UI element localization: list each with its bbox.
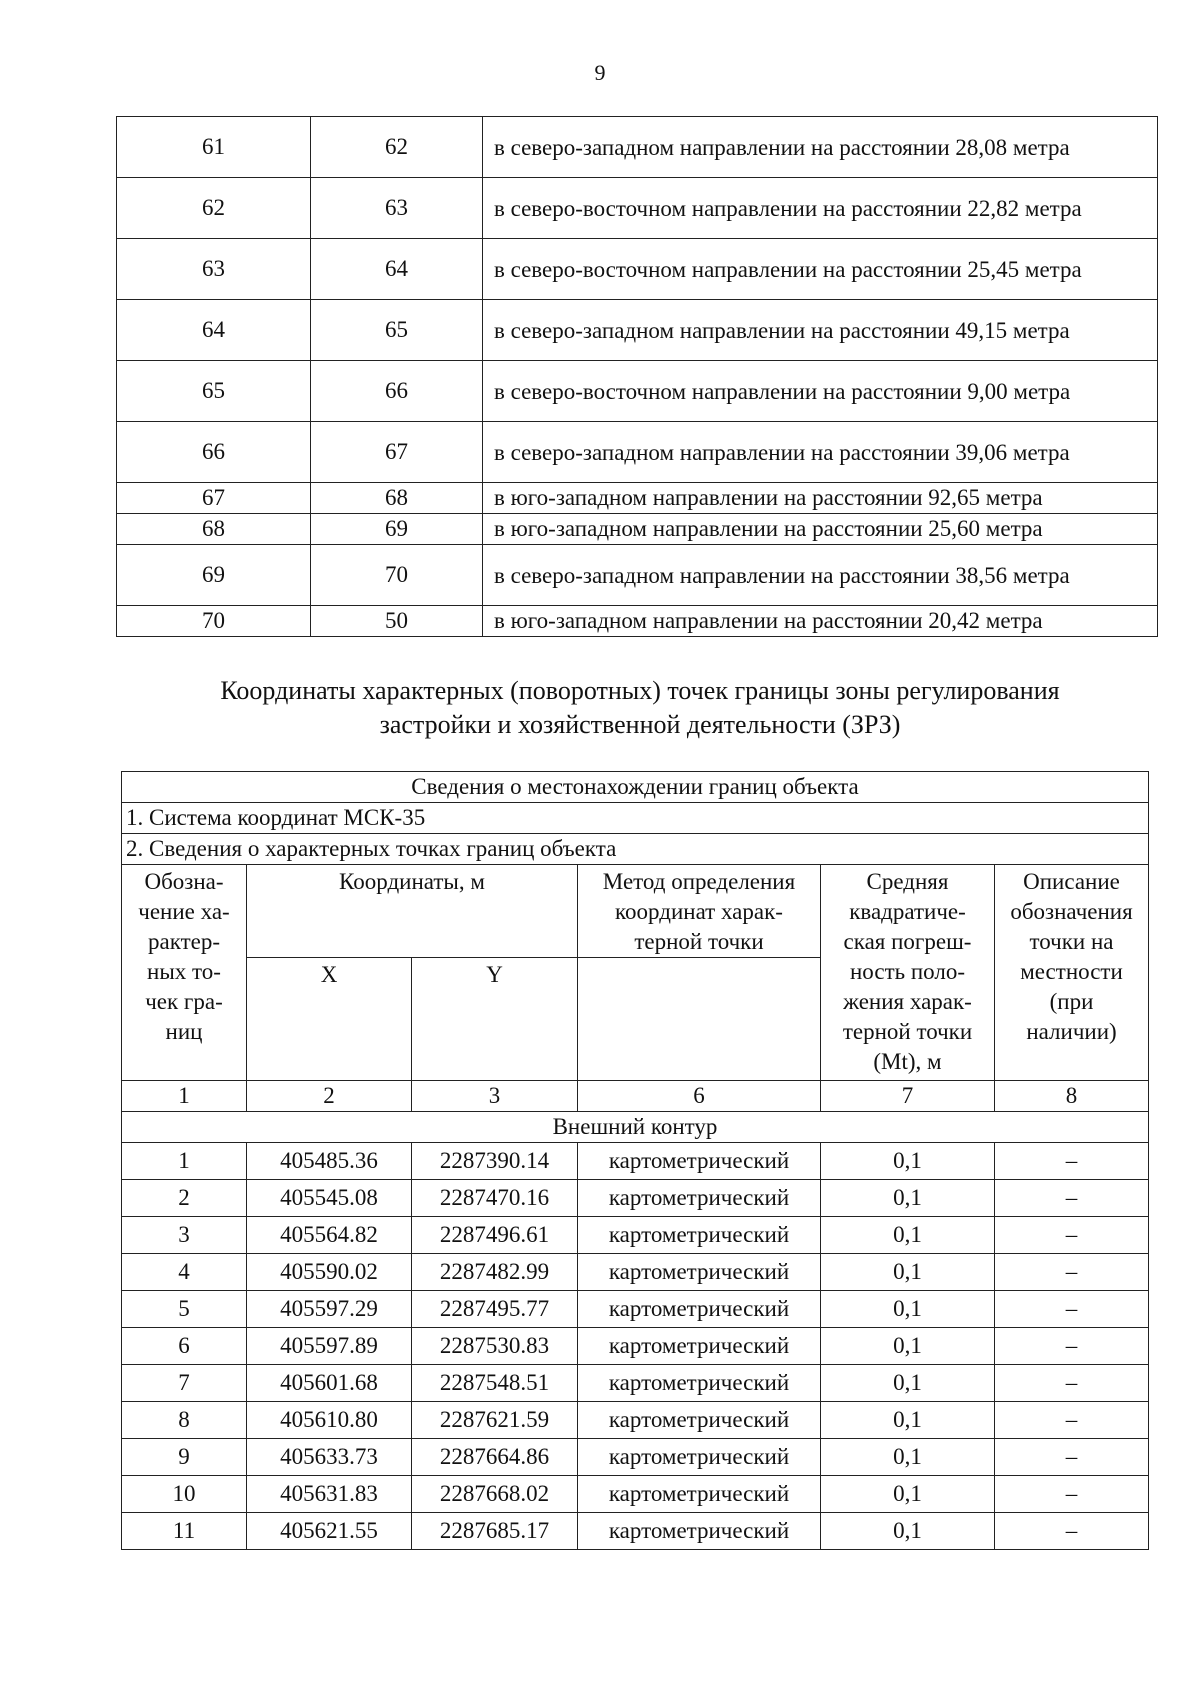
table-row	[122, 1180, 1149, 1217]
point-number: 4	[122, 1254, 247, 1291]
table-row	[117, 361, 1158, 422]
table-row	[117, 117, 1158, 178]
coordinate-x: 405601.68	[247, 1365, 412, 1402]
point-description: –	[995, 1513, 1149, 1550]
table-row	[117, 514, 1158, 545]
column-number: 3	[412, 1081, 578, 1112]
method: картометрический	[578, 1217, 821, 1254]
coordinate-x: 405633.73	[247, 1439, 412, 1476]
mean-error: 0,1	[821, 1513, 995, 1550]
to-point: 62	[311, 117, 483, 178]
coordinate-x: 405621.55	[247, 1513, 412, 1550]
method: картометрический	[578, 1254, 821, 1291]
mean-error: 0,1	[821, 1402, 995, 1439]
coordinate-y: 2287495.77	[412, 1291, 578, 1328]
point-number: 1	[122, 1143, 247, 1180]
table-row	[117, 606, 1158, 637]
to-point: 64	[311, 239, 483, 300]
to-point: 67	[311, 422, 483, 483]
segment-description: в юго-западном направлении на расстоянии 20,42 метра	[483, 606, 1158, 637]
coordinate-x: 405564.82	[247, 1217, 412, 1254]
section-title-line-1: Координаты характерных (поворотных) точек границы зоны регулирования	[220, 676, 1060, 705]
page-number: 9	[594, 60, 606, 85]
table-row	[117, 483, 1158, 514]
header-designation: Обозна- чение ха- рактер- ных то- чек гра- ниц	[122, 865, 247, 1081]
point-number: 5	[122, 1291, 247, 1328]
segment-description: в северо-западном направлении на расстоянии 39,06 метра	[483, 422, 1158, 483]
to-point: 65	[311, 300, 483, 361]
coordinate-x: 405610.80	[247, 1402, 412, 1439]
table-row	[122, 1328, 1149, 1365]
point-description: –	[995, 1180, 1149, 1217]
table-row	[122, 1439, 1149, 1476]
method: картометрический	[578, 1439, 821, 1476]
segment-description: в северо-западном направлении на расстоянии 49,15 метра	[483, 300, 1158, 361]
mean-error: 0,1	[821, 1143, 995, 1180]
mean-error: 0,1	[821, 1476, 995, 1513]
method: картометрический	[578, 1143, 821, 1180]
column-number: 1	[122, 1081, 247, 1112]
table-row	[122, 1217, 1149, 1254]
point-description: –	[995, 1439, 1149, 1476]
boundary-segments-table	[116, 116, 1158, 637]
header-method-empty	[578, 958, 821, 1081]
coordinate-y: 2287668.02	[412, 1476, 578, 1513]
method: картометрический	[578, 1180, 821, 1217]
to-point: 63	[311, 178, 483, 239]
mean-error: 0,1	[821, 1180, 995, 1217]
from-point: 63	[117, 239, 311, 300]
point-number: 8	[122, 1402, 247, 1439]
coordinate-y: 2287664.86	[412, 1439, 578, 1476]
contour-label: Внешний контур	[122, 1112, 1149, 1143]
segment-description: в северо-восточном направлении на расстоянии 9,00 метра	[483, 361, 1158, 422]
table-row	[122, 1513, 1149, 1550]
table-row	[117, 422, 1158, 483]
segment-description: в юго-западном направлении на расстоянии 92,65 метра	[483, 483, 1158, 514]
point-description: –	[995, 1143, 1149, 1180]
column-number: 8	[995, 1081, 1149, 1112]
to-point: 50	[311, 606, 483, 637]
coordinate-y: 2287496.61	[412, 1217, 578, 1254]
from-point: 67	[117, 483, 311, 514]
point-description: –	[995, 1254, 1149, 1291]
point-number: 3	[122, 1217, 247, 1254]
method: картометрический	[578, 1402, 821, 1439]
coordinate-system: 1. Система координат МСК-35	[122, 803, 1149, 834]
header-x: X	[247, 958, 412, 1081]
coordinate-y: 2287530.83	[412, 1328, 578, 1365]
mean-error: 0,1	[821, 1217, 995, 1254]
point-number: 11	[122, 1513, 247, 1550]
segment-description: в юго-западном направлении на расстоянии 25,60 метра	[483, 514, 1158, 545]
column-number: 6	[578, 1081, 821, 1112]
from-point: 68	[117, 514, 311, 545]
mean-error: 0,1	[821, 1328, 995, 1365]
to-point: 68	[311, 483, 483, 514]
table-row	[122, 1365, 1149, 1402]
coordinate-y: 2287390.14	[412, 1143, 578, 1180]
header-y: Y	[412, 958, 578, 1081]
table-row	[122, 1476, 1149, 1513]
table-row	[117, 239, 1158, 300]
coordinate-x: 405597.89	[247, 1328, 412, 1365]
points-heading: 2. Сведения о характерных точках границ объекта	[122, 834, 1149, 865]
mean-error: 0,1	[821, 1254, 995, 1291]
table-row	[122, 1402, 1149, 1439]
section-title	[100, 674, 1180, 742]
method: картометрический	[578, 1513, 821, 1550]
mean-error: 0,1	[821, 1365, 995, 1402]
table-row	[122, 1291, 1149, 1328]
header-method: Метод определения координат харак- терной точки	[578, 865, 821, 958]
point-number: 6	[122, 1328, 247, 1365]
from-point: 62	[117, 178, 311, 239]
table-row	[122, 1254, 1149, 1291]
header-description: Описание обозначения точки на местности (при наличии)	[995, 865, 1149, 1081]
from-point: 61	[117, 117, 311, 178]
coordinate-x: 405485.36	[247, 1143, 412, 1180]
method: картометрический	[578, 1476, 821, 1513]
coordinate-y: 2287470.16	[412, 1180, 578, 1217]
coordinate-x: 405597.29	[247, 1291, 412, 1328]
coordinate-y: 2287548.51	[412, 1365, 578, 1402]
segment-description: в северо-западном направлении на расстоянии 28,08 метра	[483, 117, 1158, 178]
table-row	[117, 178, 1158, 239]
coordinate-y: 2287685.17	[412, 1513, 578, 1550]
to-point: 66	[311, 361, 483, 422]
segment-description: в северо-восточном направлении на расстоянии 25,45 метра	[483, 239, 1158, 300]
method: картометрический	[578, 1365, 821, 1402]
point-description: –	[995, 1291, 1149, 1328]
point-description: –	[995, 1476, 1149, 1513]
coordinate-x: 405545.08	[247, 1180, 412, 1217]
from-point: 65	[117, 361, 311, 422]
mean-error: 0,1	[821, 1291, 995, 1328]
from-point: 70	[117, 606, 311, 637]
point-number: 7	[122, 1365, 247, 1402]
segment-description: в северо-восточном направлении на расстоянии 22,82 метра	[483, 178, 1158, 239]
table-row	[117, 300, 1158, 361]
header-error: Средняя квадратиче- ская погреш- ность поло- жения харак- терной точки (Mt), м	[821, 865, 995, 1081]
point-number: 10	[122, 1476, 247, 1513]
from-point: 64	[117, 300, 311, 361]
section-title-line-2: застройки и хозяйственной деятельности (ЗРЗ)	[379, 710, 901, 739]
point-number: 9	[122, 1439, 247, 1476]
method: картометрический	[578, 1328, 821, 1365]
point-description: –	[995, 1217, 1149, 1254]
segment-description: в северо-западном направлении на расстоянии 38,56 метра	[483, 545, 1158, 606]
column-number: 2	[247, 1081, 412, 1112]
header-coordinates: Координаты, м	[247, 865, 578, 958]
point-description: –	[995, 1328, 1149, 1365]
table-caption: Сведения о местонахождении границ объекта	[122, 772, 1149, 803]
coordinate-x: 405590.02	[247, 1254, 412, 1291]
point-number: 2	[122, 1180, 247, 1217]
method: картометрический	[578, 1291, 821, 1328]
coordinate-y: 2287482.99	[412, 1254, 578, 1291]
to-point: 70	[311, 545, 483, 606]
table-row	[122, 1143, 1149, 1180]
coordinate-x: 405631.83	[247, 1476, 412, 1513]
column-number: 7	[821, 1081, 995, 1112]
coordinates-table	[121, 771, 1149, 1550]
from-point: 66	[117, 422, 311, 483]
table-row	[117, 545, 1158, 606]
mean-error: 0,1	[821, 1439, 995, 1476]
coordinate-y: 2287621.59	[412, 1402, 578, 1439]
from-point: 69	[117, 545, 311, 606]
to-point: 69	[311, 514, 483, 545]
point-description: –	[995, 1365, 1149, 1402]
point-description: –	[995, 1402, 1149, 1439]
